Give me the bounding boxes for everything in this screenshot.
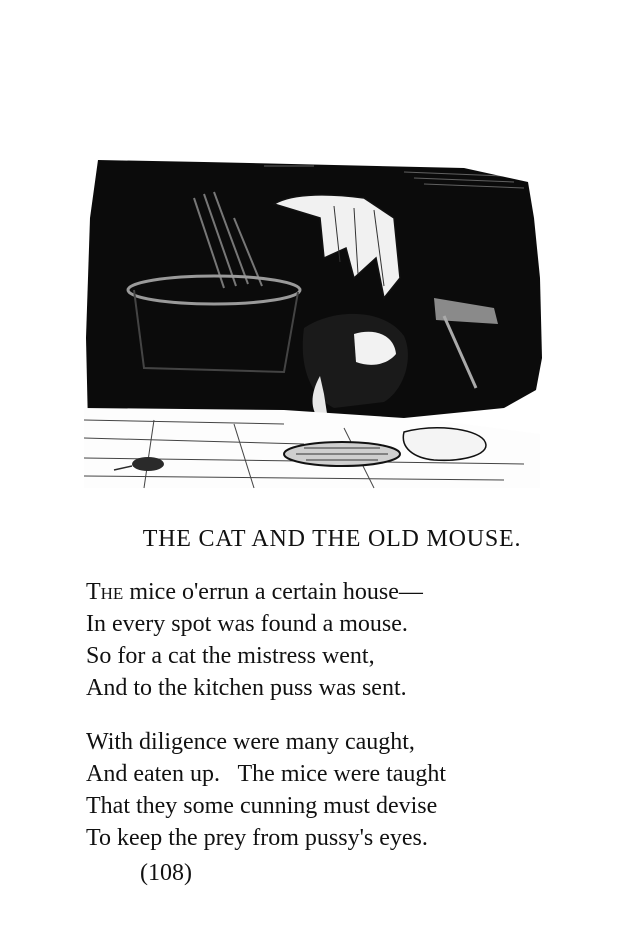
poem-line: With diligence were many caught, — [86, 729, 415, 755]
stanza-1 — [86, 576, 423, 704]
poem-line: So for a cat the mistress went, — [86, 643, 375, 669]
illustration-cat-kitchen — [84, 158, 552, 490]
poem-line: In every spot was found a mouse. — [86, 611, 408, 637]
page-number: (108) — [140, 860, 192, 886]
stanza-2 — [86, 726, 446, 854]
poem-title: THE CAT AND THE OLD MOUSE. — [142, 526, 522, 552]
poem-line: To keep the prey from pussy's eyes. — [86, 825, 428, 851]
poem-line-lead-word: The — [86, 579, 124, 605]
poem-line: And eaten up. The mice were taught — [86, 761, 447, 787]
poem-line-text: mice o'errun a certain house— — [123, 579, 423, 605]
poem-line: And to the kitchen puss was sent. — [86, 675, 407, 701]
poem-line: That they some cunning must devise — [86, 793, 438, 819]
poem-line — [86, 576, 423, 608]
